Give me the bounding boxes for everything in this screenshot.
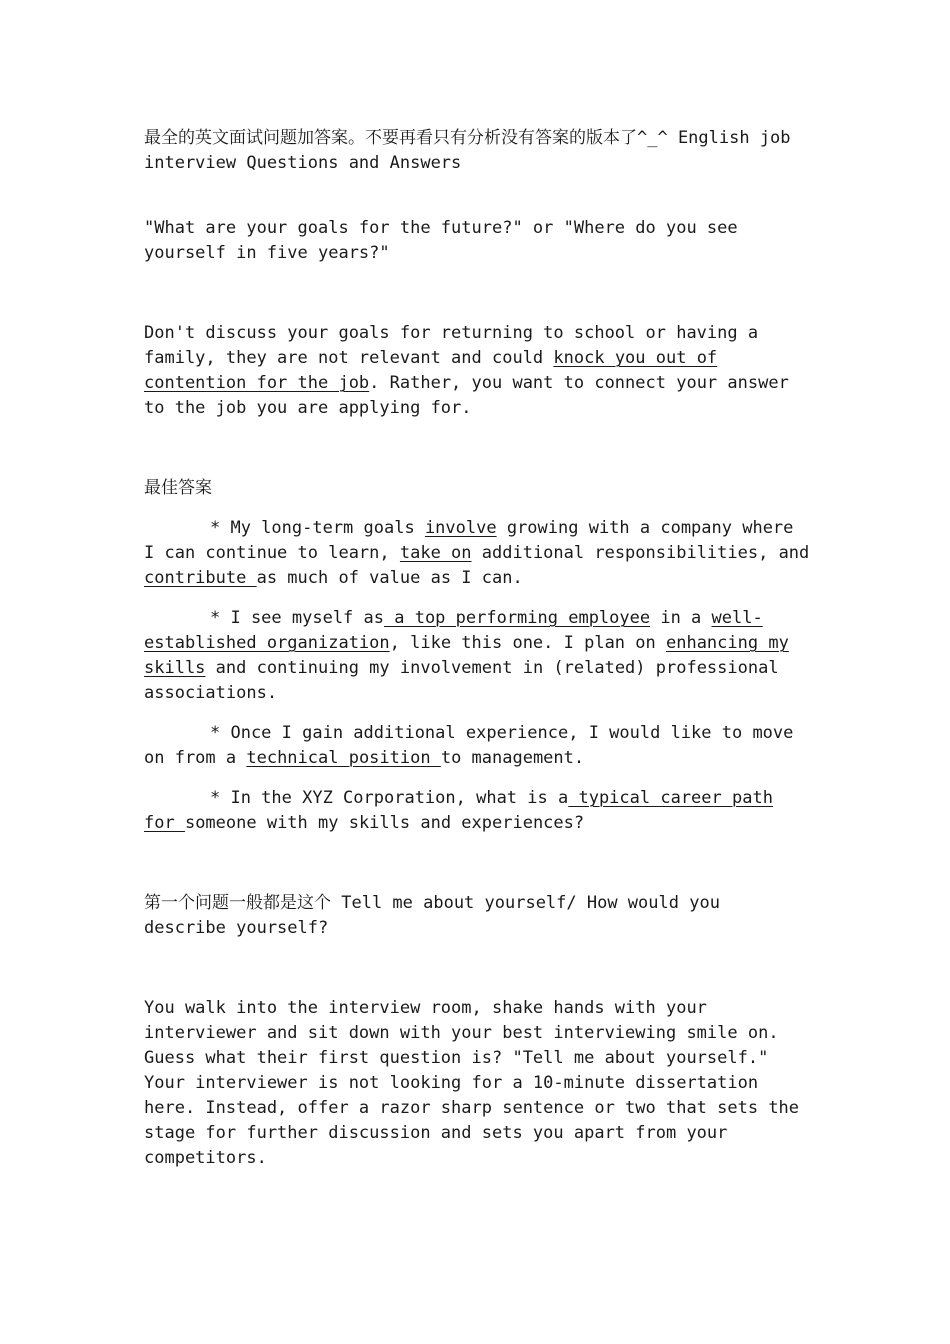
answer-text: * My long-term goals xyxy=(210,518,425,538)
underlined-phrase: take on xyxy=(399,543,472,563)
answer-text: growing with a company where I can continue to learn, xyxy=(144,518,794,563)
answer-text: * Once I gain additional experience, I would like to move on from a xyxy=(144,723,794,768)
document-page xyxy=(144,126,810,1171)
answer-text: someone with my skills and experiences? xyxy=(184,813,585,833)
document-title: 最全的英文面试问题加答案。不要再看只有分析没有答案的版本了^_^ English job interview Questions and Answers xyxy=(144,128,791,173)
answer-text: additional responsibilities, and xyxy=(471,543,810,563)
underlined-phrase: enhancing my skills xyxy=(144,633,789,678)
goals-advice-paragraph xyxy=(144,321,810,421)
underlined-phrase: a top performing employee xyxy=(384,608,651,628)
answer-text: to management. xyxy=(440,748,585,768)
underlined-phrase: typical career path for xyxy=(144,788,773,833)
answer-text: , like this one. I plan on xyxy=(389,633,666,653)
underlined-phrase-contention: knock you out of contention for the job xyxy=(144,348,718,393)
underlined-phrase: contribute xyxy=(144,568,257,588)
answer-item xyxy=(144,721,810,771)
best-answers-heading: 最佳答案 xyxy=(144,478,212,498)
answer-text: * I see myself as xyxy=(210,608,384,628)
advice-text-start: Don't discuss your goals for returning to school or having a family, they are not relevant and could xyxy=(144,323,759,368)
answer-text: in a xyxy=(650,608,712,628)
answer-item xyxy=(144,606,810,706)
answer-item xyxy=(144,516,810,591)
answer-text: * In the XYZ Corporation, what is a xyxy=(210,788,569,808)
underlined-phrase: technical position xyxy=(246,748,441,768)
underlined-phrase: well-established organization xyxy=(144,608,763,653)
answer-text: and continuing my involvement in (related) professional associations. xyxy=(144,658,779,703)
question-goals: "What are your goals for the future?" or "Where do you see yourself in five years?" xyxy=(144,218,738,263)
advice-text-end: . Rather, you want to connect your answer to the job you are applying for. xyxy=(144,373,789,418)
underlined-phrase: involve xyxy=(424,518,497,538)
answer-item xyxy=(144,786,810,836)
about-yourself-advice-paragraph: You walk into the interview room, shake hands with your interviewer and sit down with your best interviewing smile on. Guess what their first question is? "Tell me about yourself." Your interviewer is not looking for a 10-minute dissertation here. Instead, offer a razor sharp sentence or two that sets the stage for further discussion and sets you apart from your competitors. xyxy=(144,998,800,1168)
question-about-yourself: 第一个问题一般都是这个 Tell me about yourself/ How would you describe yourself? xyxy=(144,893,720,938)
answer-text: as much of value as I can. xyxy=(256,568,523,588)
